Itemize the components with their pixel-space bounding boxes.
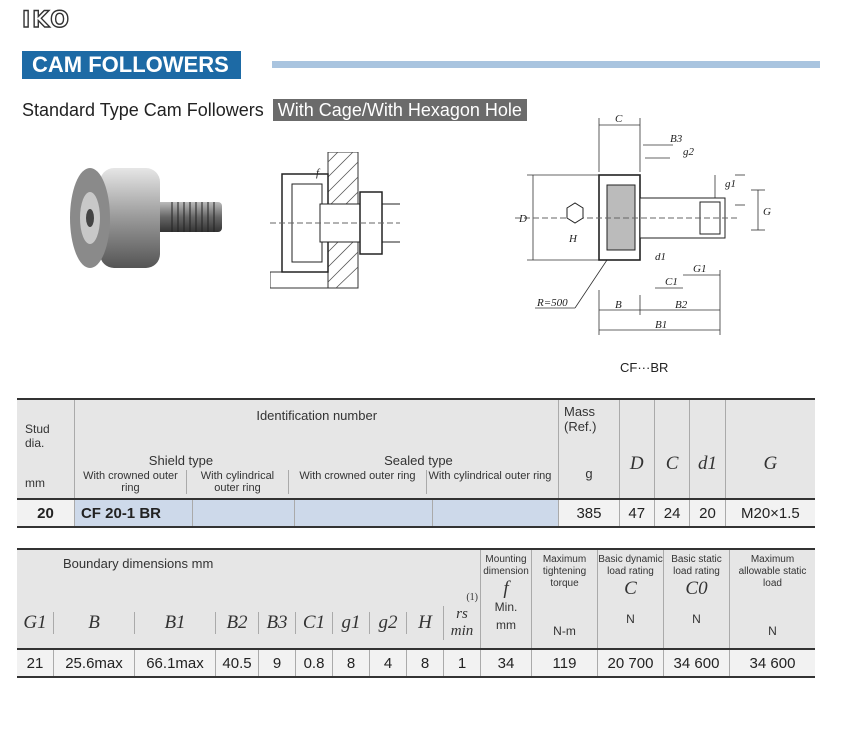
col-d1: d1 bbox=[690, 399, 726, 499]
label-R: R=500 bbox=[537, 297, 568, 309]
label-B1: B1 bbox=[655, 319, 668, 331]
col-D: D bbox=[619, 399, 654, 499]
label-G1: G1 bbox=[693, 263, 707, 275]
label-B3: B3 bbox=[670, 133, 683, 145]
mounting-header: Mounting dimension f Min. mm bbox=[481, 549, 532, 649]
label-f: f bbox=[316, 167, 320, 179]
col-C: C bbox=[654, 399, 689, 499]
label-g1: g1 bbox=[725, 178, 736, 190]
subtitle-main: Standard Type Cam Followers bbox=[22, 100, 264, 120]
label-G: G bbox=[763, 206, 771, 218]
subtitle bbox=[22, 100, 527, 121]
label-D: D bbox=[519, 213, 527, 225]
col-G: G bbox=[725, 399, 815, 499]
mounting-drawing bbox=[270, 152, 400, 292]
product-photo bbox=[60, 160, 235, 275]
page-title: CAM FOLLOWERS bbox=[22, 51, 241, 79]
label-C: C bbox=[615, 113, 623, 125]
table-row: 20 CF 20-1 BR 385 47 24 20 M20×1.5 bbox=[17, 499, 815, 527]
label-B: B bbox=[615, 299, 622, 311]
mass-header: Mass (Ref.) g bbox=[559, 399, 619, 499]
table-row: 21 25.6max 66.1max 40.5 9 0.8 8 4 8 1 34 119 20 700 34 600 34 600 bbox=[17, 649, 815, 677]
boundary-header: Boundary dimensions mm G1 B B1 B2 B3 C1 g1 g2 H (1) rs min bbox=[17, 549, 481, 649]
label-g2: g2 bbox=[683, 146, 694, 158]
label-B2: B2 bbox=[675, 299, 688, 311]
id-header: Identification number Shield type Sealed type With crowned outer ring With cylindrical outer ring With crowned outer ring With cylindrical outer ring bbox=[74, 399, 558, 499]
identification-table bbox=[17, 398, 815, 528]
dynamic-header: Basic dynamic load rating C N bbox=[598, 549, 664, 649]
label-C1: C1 bbox=[665, 276, 678, 288]
drawing-caption: CF···BR bbox=[620, 360, 669, 375]
title-rule bbox=[272, 61, 820, 68]
label-H: H bbox=[569, 233, 577, 245]
subtitle-tag: With Cage/With Hexagon Hole bbox=[273, 99, 527, 121]
dimension-drawing bbox=[515, 110, 785, 345]
boundary-table bbox=[17, 548, 815, 678]
iko-logo: IKO bbox=[22, 8, 71, 33]
static-header: Basic static load rating C0 N bbox=[664, 549, 730, 649]
label-d1: d1 bbox=[655, 251, 666, 263]
torque-header: Maximum tightening torque N-m bbox=[532, 549, 598, 649]
stud-header: Stud dia. mm bbox=[17, 399, 74, 499]
max-load-header: Maximum allowable static load N bbox=[730, 549, 816, 649]
